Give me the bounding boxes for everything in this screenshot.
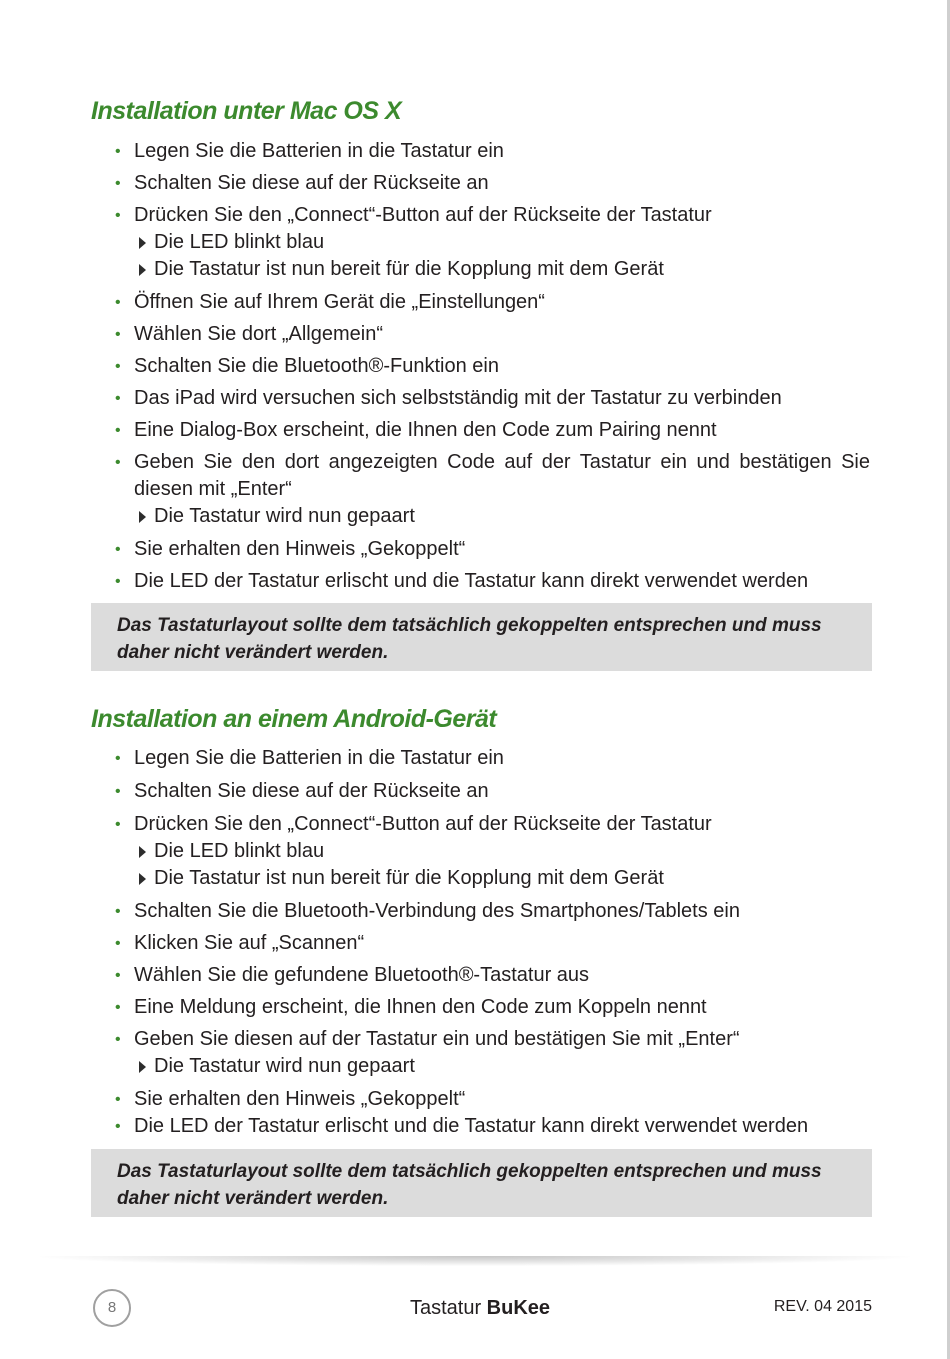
list-item xyxy=(91,1086,872,1113)
bullet-icon: • xyxy=(115,783,121,800)
list-item-text: Das iPad wird versuchen sich selbstständig mit der Tastatur zu verbinden xyxy=(134,387,782,409)
footer-divider xyxy=(40,1256,910,1266)
list-item-text: Klicken Sie auf „Scannen“ xyxy=(134,932,365,954)
list-item xyxy=(91,930,872,957)
section-heading: Installation an einem Android-Gerät xyxy=(91,705,497,733)
sub-item-text: Die Tastatur wird nun gepaart xyxy=(154,1055,415,1077)
note-box: Das Tastaturlayout sollte dem tatsächlich gekoppelten entsprechen und muss daher nicht verändert werden. xyxy=(91,603,872,671)
bullet-icon: • xyxy=(115,207,121,224)
list-item xyxy=(91,994,872,1021)
list-item-text: Legen Sie die Batterien in die Tastatur ein xyxy=(134,747,504,769)
sub-item xyxy=(134,1053,872,1080)
note-box: Das Tastaturlayout sollte dem tatsächlich gekoppelten entsprechen und muss daher nicht verändert werden. xyxy=(91,1149,872,1217)
sub-item xyxy=(134,865,872,892)
list-item xyxy=(91,321,872,348)
triangle-right-icon xyxy=(139,237,146,249)
triangle-right-icon xyxy=(139,846,146,858)
list-item xyxy=(91,568,872,595)
list-item-text: Geben Sie den dort angezeigten Code auf der Tastatur ein und bestätigen Sie diesen mit „Enter“ xyxy=(134,451,870,500)
bullet-icon: • xyxy=(115,143,121,160)
list-item xyxy=(91,138,872,165)
list-item xyxy=(91,898,872,925)
triangle-right-icon xyxy=(139,873,146,885)
list-item-text: Öffnen Sie auf Ihrem Gerät die „Einstellungen“ xyxy=(134,291,545,313)
list-item-text: Legen Sie die Batterien in die Tastatur ein xyxy=(134,140,504,162)
list-item xyxy=(91,536,872,563)
bullet-icon: • xyxy=(115,326,121,343)
bullet-icon: • xyxy=(115,816,121,833)
footer-title-product: BuKee xyxy=(486,1297,551,1319)
instruction-list xyxy=(91,138,872,595)
sub-item xyxy=(134,229,872,256)
list-item xyxy=(91,1113,872,1140)
bullet-icon: • xyxy=(115,390,121,407)
instruction-list xyxy=(91,745,872,1140)
list-item-text: Wählen Sie die gefundene Bluetooth®-Tastatur aus xyxy=(134,964,590,986)
list-item xyxy=(91,962,872,989)
bullet-icon: • xyxy=(115,175,121,192)
page-number: 8 xyxy=(93,1289,131,1327)
revision-label: REV. 04 2015 xyxy=(773,1298,872,1315)
list-item xyxy=(91,353,872,380)
bullet-icon: • xyxy=(115,541,121,558)
list-item xyxy=(91,170,872,197)
sub-item xyxy=(134,838,872,865)
list-item-text: Schalten Sie diese auf der Rückseite an xyxy=(134,780,489,802)
triangle-right-icon xyxy=(139,511,146,523)
bullet-icon: • xyxy=(115,422,121,439)
bullet-icon: • xyxy=(115,1118,121,1135)
bullet-icon: • xyxy=(115,454,121,471)
section-android xyxy=(91,704,872,1140)
triangle-right-icon xyxy=(139,264,146,276)
triangle-right-icon xyxy=(139,1061,146,1073)
list-item-text: Schalten Sie die Bluetooth®-Funktion ein xyxy=(134,355,499,377)
list-item-text: Eine Dialog-Box erscheint, die Ihnen den Code zum Pairing nennt xyxy=(134,419,717,441)
list-item-text: Die LED der Tastatur erlischt und die Tastatur kann direkt verwendet werden xyxy=(134,570,809,592)
list-item-text: Schalten Sie die Bluetooth-Verbindung des Smartphones/Tablets ein xyxy=(134,900,740,922)
list-item xyxy=(91,385,872,412)
list-item xyxy=(91,417,872,444)
sub-item xyxy=(134,503,872,530)
list-item-text: Drücken Sie den „Connect“-Button auf der Rückseite der Tastatur xyxy=(134,813,712,835)
bullet-icon: • xyxy=(115,1091,121,1108)
list-item-text: Schalten Sie diese auf der Rückseite an xyxy=(134,172,489,194)
sub-item-text: Die Tastatur ist nun bereit für die Kopplung mit dem Gerät xyxy=(154,258,664,280)
list-item xyxy=(91,811,872,892)
list-item xyxy=(91,202,872,283)
sub-item-text: Die Tastatur wird nun gepaart xyxy=(154,505,415,527)
bullet-icon: • xyxy=(115,573,121,590)
list-item-text: Geben Sie diesen auf der Tastatur ein und bestätigen Sie mit „Enter“ xyxy=(134,1028,740,1050)
bullet-icon: • xyxy=(115,1031,121,1048)
sub-item xyxy=(134,256,872,283)
list-item-text: Sie erhalten den Hinweis „Gekoppelt“ xyxy=(134,1088,466,1110)
list-item-text: Drücken Sie den „Connect“-Button auf der Rückseite der Tastatur xyxy=(134,204,712,226)
list-item-text: Wählen Sie dort „Allgemein“ xyxy=(134,323,383,345)
sub-item-text: Die Tastatur ist nun bereit für die Kopplung mit dem Gerät xyxy=(154,867,664,889)
list-item xyxy=(91,449,872,530)
list-item-text: Die LED der Tastatur erlischt und die Tastatur kann direkt verwendet werden xyxy=(134,1115,809,1137)
bullet-icon: • xyxy=(115,750,121,767)
list-item-text: Sie erhalten den Hinweis „Gekoppelt“ xyxy=(134,538,466,560)
bullet-icon: • xyxy=(115,999,121,1016)
bullet-icon: • xyxy=(115,935,121,952)
section-heading: Installation unter Mac OS X xyxy=(91,97,402,125)
footer-title-prefix: Tastatur xyxy=(409,1297,487,1319)
list-item xyxy=(91,289,872,316)
sub-item-text: Die LED blinkt blau xyxy=(154,840,325,862)
sub-item-text: Die LED blinkt blau xyxy=(154,231,325,253)
bullet-icon: • xyxy=(115,903,121,920)
list-item-text: Eine Meldung erscheint, die Ihnen den Code zum Koppeln nennt xyxy=(134,996,707,1018)
section-mac-os-x xyxy=(91,96,872,595)
bullet-icon: • xyxy=(115,294,121,311)
list-item xyxy=(91,745,872,772)
list-item xyxy=(91,1026,872,1080)
bullet-icon: • xyxy=(115,967,121,984)
bullet-icon: • xyxy=(115,358,121,375)
list-item xyxy=(91,778,872,805)
